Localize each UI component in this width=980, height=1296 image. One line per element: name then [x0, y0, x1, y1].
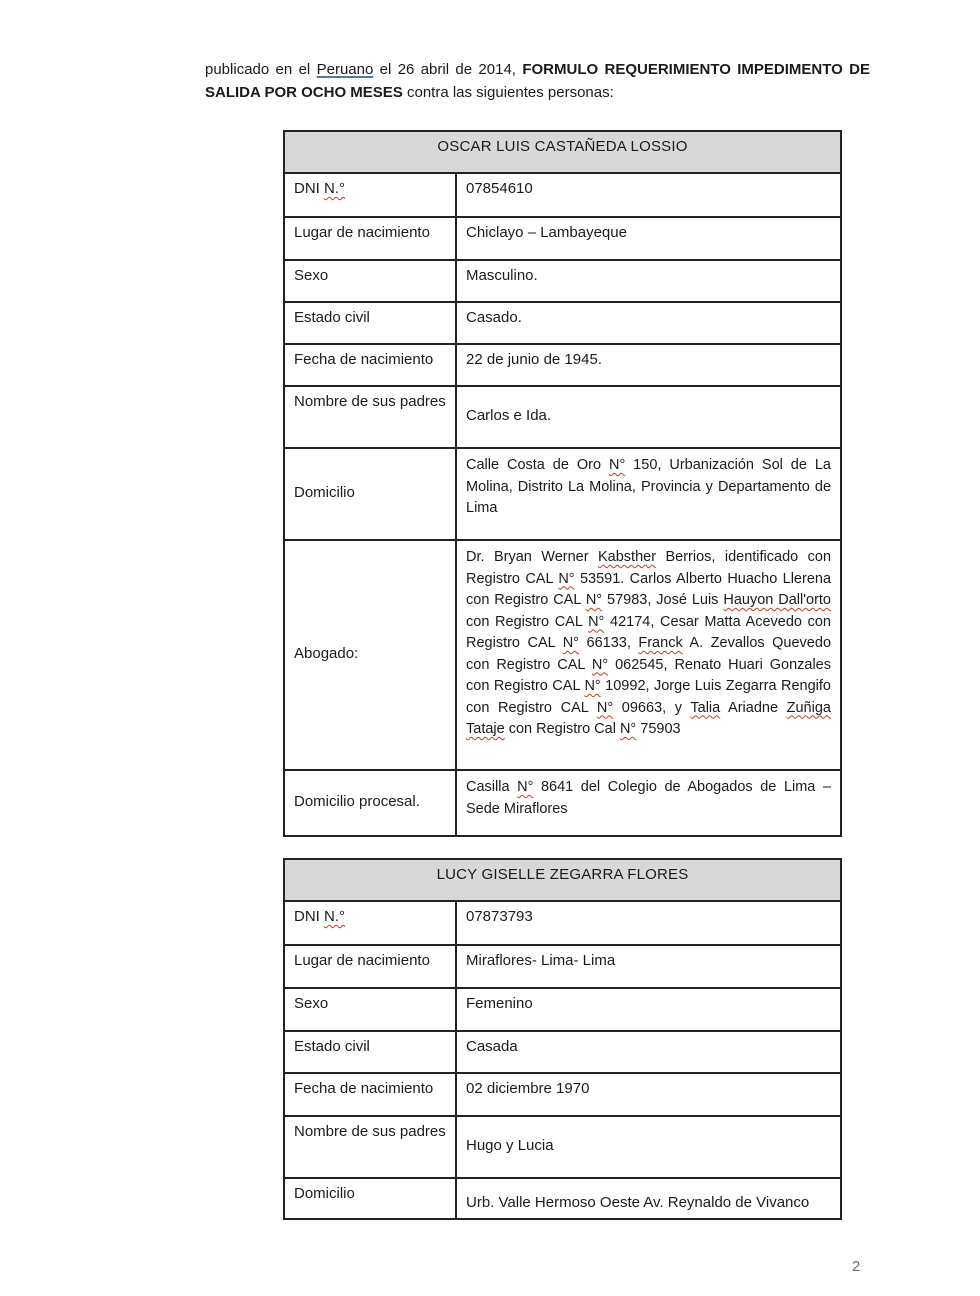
field-value-domicilio-procesal: Casilla N° 8641 del Colegio de Abogados de Lima – Sede Miraflores	[456, 770, 841, 836]
person-table-2	[283, 858, 842, 1220]
field-value-abogado: Dr. Bryan Werner Kabsther Berrios, identificado con Registro CAL N° 53591. Carlos Alberto Huacho Llerena con Registro CAL N° 57983, José Luis Hauyon Dall'orto con Registro CAL N° 42174, Cesar Matta Acevedo con Registro CAL N° 66133, Franck A. Zevallos Quevedo con Registro CAL N° 062545, Renato Huari Gonzales con Registro CAL N° 10992, Jorge Luis Zegarra Rengifo con Registro CAL N° 09663, y Talia Ariadne Zuñiga Tataje con Registro Cal N° 75903	[456, 540, 841, 770]
field-label-nombre-padres: Nombre de sus padres	[284, 1116, 456, 1178]
table-title: LUCY GISELLE ZEGARRA FLORES	[284, 859, 841, 901]
table-row	[284, 1073, 841, 1116]
field-label-estado-civil: Estado civil	[284, 302, 456, 344]
table-row	[284, 173, 841, 217]
field-value-fecha-nacimiento: 02 diciembre 1970	[456, 1073, 841, 1116]
table-row	[284, 945, 841, 988]
table-row	[284, 448, 841, 540]
page-number: 2	[852, 1258, 861, 1275]
table-row	[284, 859, 841, 901]
person-table-1	[283, 130, 842, 837]
intro-paragraph: publicado en el Peruano el 26 abril de 2014, FORMULO REQUERIMIENTO IMPEDIMENTO DE SALIDA POR OCHO MESES contra las siguientes personas:	[205, 61, 870, 101]
table-row	[284, 386, 841, 448]
field-value-sexo: Femenino	[456, 988, 841, 1031]
field-value-domicilio: Urb. Valle Hermoso Oeste Av. Reynaldo de Vivanco	[456, 1178, 841, 1219]
field-label-abogado: Abogado:	[284, 540, 456, 770]
table-row	[284, 988, 841, 1031]
table-row	[284, 770, 841, 836]
field-value-sexo: Masculino.	[456, 260, 841, 302]
table-row	[284, 260, 841, 302]
field-label-sexo: Sexo	[284, 988, 456, 1031]
field-value-lugar-nacimiento: Miraflores- Lima- Lima	[456, 945, 841, 988]
table-row	[284, 1116, 841, 1178]
field-value-estado-civil: Casada	[456, 1031, 841, 1073]
field-label-fecha-nacimiento: Fecha de nacimiento	[284, 1073, 456, 1116]
table-row	[284, 901, 841, 945]
field-label-lugar-nacimiento: Lugar de nacimiento	[284, 217, 456, 260]
table-row	[284, 344, 841, 386]
field-value-lugar-nacimiento: Chiclayo – Lambayeque	[456, 217, 841, 260]
field-label-domicilio: Domicilio	[284, 1178, 456, 1219]
field-label-fecha-nacimiento: Fecha de nacimiento	[284, 344, 456, 386]
table-title: OSCAR LUIS CASTAÑEDA LOSSIO	[284, 131, 841, 173]
field-label-dni: DNI N.°	[284, 901, 456, 945]
field-value-nombre-padres: Carlos e Ida.	[456, 386, 841, 448]
table-row	[284, 1031, 841, 1073]
field-label-sexo: Sexo	[284, 260, 456, 302]
field-label-nombre-padres: Nombre de sus padres	[284, 386, 456, 448]
table-row	[284, 217, 841, 260]
field-value-dni: 07873793	[456, 901, 841, 945]
field-value-estado-civil: Casado.	[456, 302, 841, 344]
field-label-domicilio: Domicilio	[284, 448, 456, 540]
table-row	[284, 540, 841, 770]
field-value-dni: 07854610	[456, 173, 841, 217]
field-label-lugar-nacimiento: Lugar de nacimiento	[284, 945, 456, 988]
field-label-dni: DNI N.°	[284, 173, 456, 217]
field-label-estado-civil: Estado civil	[284, 1031, 456, 1073]
table-row	[284, 131, 841, 173]
table-row	[284, 302, 841, 344]
field-value-domicilio: Calle Costa de Oro N° 150, Urbanización Sol de La Molina, Distrito La Molina, Provincia y Departamento de Lima	[456, 448, 841, 540]
field-value-nombre-padres: Hugo y Lucia	[456, 1116, 841, 1178]
field-value-fecha-nacimiento: 22 de junio de 1945.	[456, 344, 841, 386]
table-row	[284, 1178, 841, 1219]
field-label-domicilio-procesal: Domicilio procesal.	[284, 770, 456, 836]
